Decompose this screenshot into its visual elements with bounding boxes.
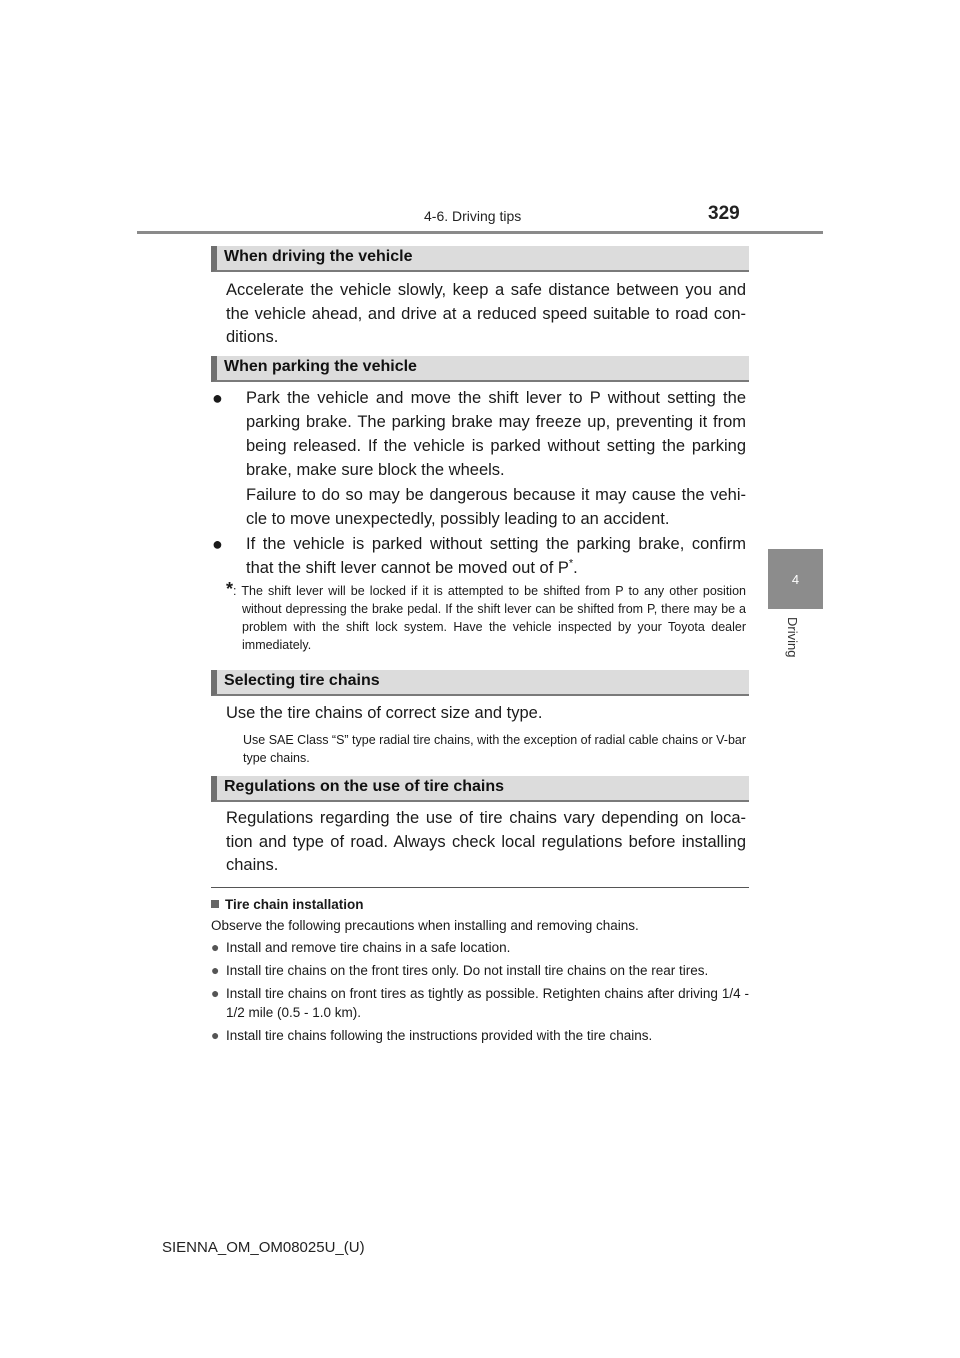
section-heading-text: When parking the vehicle (224, 358, 417, 375)
section-heading-text: When driving the vehicle (224, 248, 413, 265)
note-text: Install tire chains on front tires as tightly as possible. Retighten chains after driving 1/4 - 1/2 mile (0.5 - 1.0 km). (226, 986, 749, 1020)
parking-bullet-1-extra: Failure to do so may be dangerous because it may cause the vehi-cle to move unexpectedly, possibly leading to an accident. (246, 486, 746, 528)
notes-divider (211, 887, 749, 888)
list-item (211, 984, 749, 1022)
chapter-label-text: Driving (785, 617, 800, 658)
notes-title (211, 895, 749, 914)
section-heading-driving (211, 246, 749, 272)
selecting-paragraph: Use the tire chains of correct size and type. (226, 704, 543, 722)
list-item (211, 938, 749, 957)
list-item (211, 961, 749, 980)
footnote-text: : The shift lever will be locked if it is attempted to be shifted from P to any other position without depressing the brake pedal. If the shift lever can be shifted from P, there may be a problem with the shift lock system. Have the vehicle inspected by your Toyota dealer immediately. (233, 584, 746, 652)
footnote (212, 580, 746, 654)
footnote-mark: * (226, 579, 234, 599)
header-divider (137, 231, 823, 234)
page-number: 329 (708, 203, 740, 224)
regulations-paragraph: Regulations regarding the use of tire chains vary depending on loca-tion and type of road. Always check local regulations before installing chains. (226, 809, 746, 874)
note-text: Install and remove tire chains in a safe location. (226, 940, 511, 955)
bullet-icon: ● (211, 962, 220, 978)
bullet-icon: ● (211, 1027, 220, 1043)
section-title: 4-6. Driving tips (424, 208, 522, 224)
parking-bullet-1: Park the vehicle and move the shift lever to P without setting the parking brake. The parking brake may freeze up, preventing it from being released. If the vehicle is parked without setting the parking brake, make sure block the wheels. (246, 389, 746, 479)
list-item (212, 386, 746, 531)
parking-bullets (212, 386, 746, 581)
section-heading-parking (211, 356, 749, 382)
note-text: Install tire chains on the front tires only. Do not install tire chains on the rear tires. (226, 963, 709, 978)
chapter-label (770, 617, 820, 677)
list-item (211, 1026, 749, 1045)
selecting-note: Use SAE Class “S” type radial tire chains, with the exception of radial cable chains or V-bar type chains. (243, 733, 747, 765)
notes-block (211, 895, 749, 1049)
square-bullet-icon (211, 900, 219, 908)
document-id: SIENNA_OM_OM08025U_(U) (162, 1239, 365, 1256)
footnote-reference: * (568, 557, 574, 570)
list-item (212, 532, 746, 580)
note-text: Install tire chains following the instructions provided with the tire chains. (226, 1028, 653, 1043)
bullet-icon: ● (212, 534, 223, 554)
chapter-number: 4 (791, 572, 800, 587)
bullet-icon: ● (212, 388, 223, 408)
bullet-icon: ● (211, 985, 220, 1001)
parking-bullet-2-text: If the vehicle is parked without setting the parking brake, confirm that the shift lever cannot be moved out of P (246, 535, 746, 577)
parking-bullet-2-end: . (573, 559, 578, 577)
bullet-icon: ● (211, 939, 220, 955)
driving-paragraph: Accelerate the vehicle slowly, keep a safe distance between you and the vehicle ahead, and drive at a reduced speed suitable to road con-ditions. (226, 281, 746, 346)
section-heading-text: Regulations on the use of tire chains (224, 778, 505, 795)
section-heading-regulations (211, 776, 749, 802)
section-heading-selecting (211, 670, 749, 696)
notes-title-text: Tire chain installation (225, 897, 364, 912)
section-heading-text: Selecting tire chains (224, 672, 380, 689)
parking-bullet-2 (246, 532, 746, 580)
notes-intro: Observe the following precautions when installing and removing chains. (211, 918, 639, 933)
